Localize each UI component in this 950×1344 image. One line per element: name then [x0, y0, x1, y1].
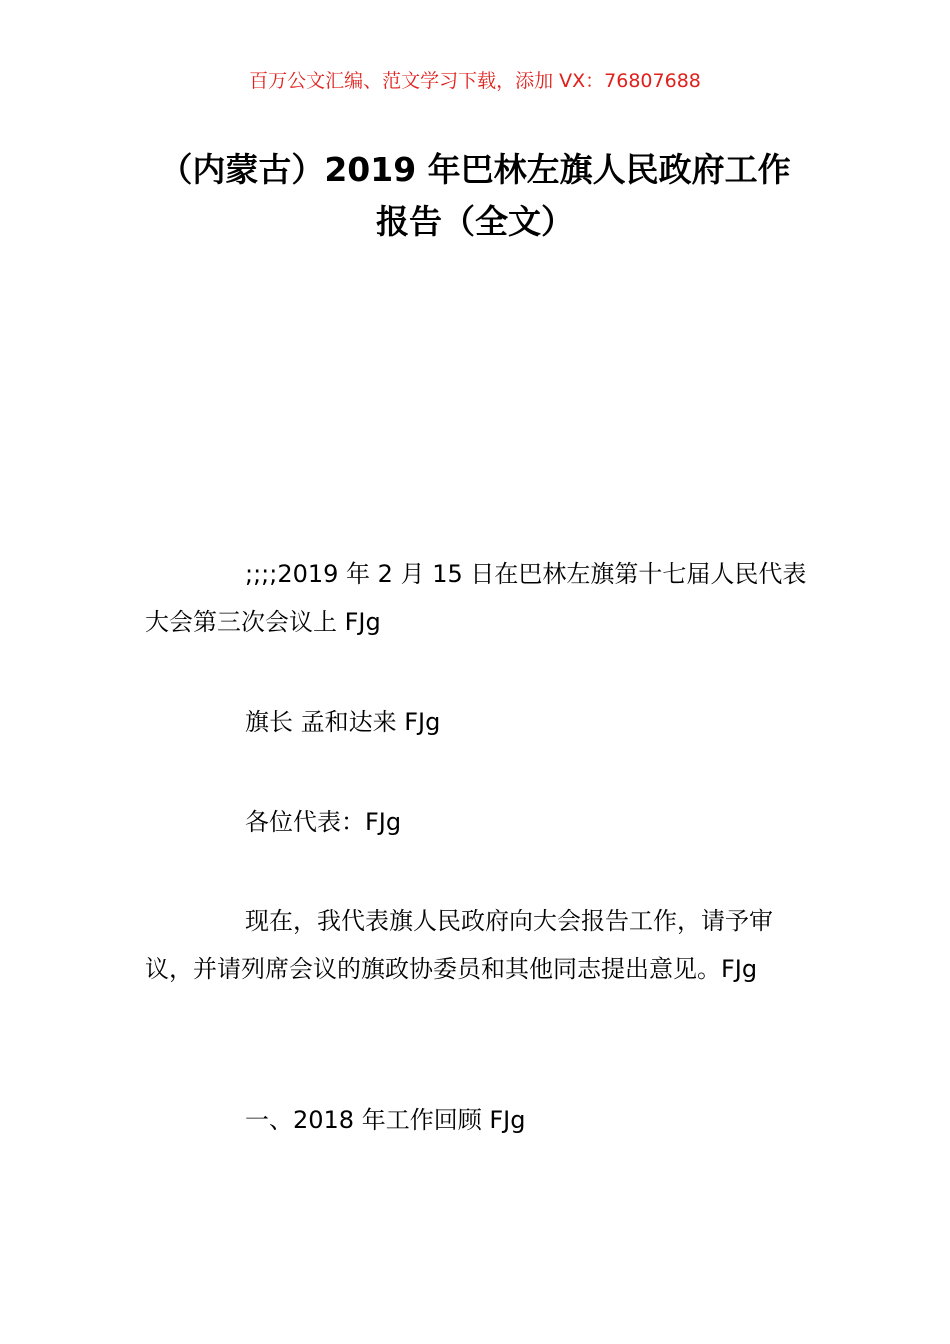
- greeting-paragraph: 各位代表：FJg: [245, 808, 402, 836]
- section-heading: 一、2018 年工作回顾 FJg: [245, 1106, 526, 1134]
- title-line-1: （内蒙古）2019 年巴林左旗人民政府工作: [159, 150, 791, 189]
- promo-banner: 百万公文汇编、范文学习下载，添加 VX：76807688: [249, 70, 701, 92]
- document-title: [140, 144, 810, 248]
- title-line-2: 报告（全文）: [376, 202, 574, 241]
- session-paragraph: ;;;;2019 年 2 月 15 日在巴林左旗第十七届人民代表大会第三次会议上 FJg: [145, 560, 807, 636]
- speaker-paragraph: 旗长 孟和达来 FJg: [245, 708, 441, 736]
- intro-paragraph: 现在，我代表旗人民政府向大会报告工作，请予审议，并请列席会议的旗政协委员和其他同志提出意见。FJg: [145, 907, 773, 983]
